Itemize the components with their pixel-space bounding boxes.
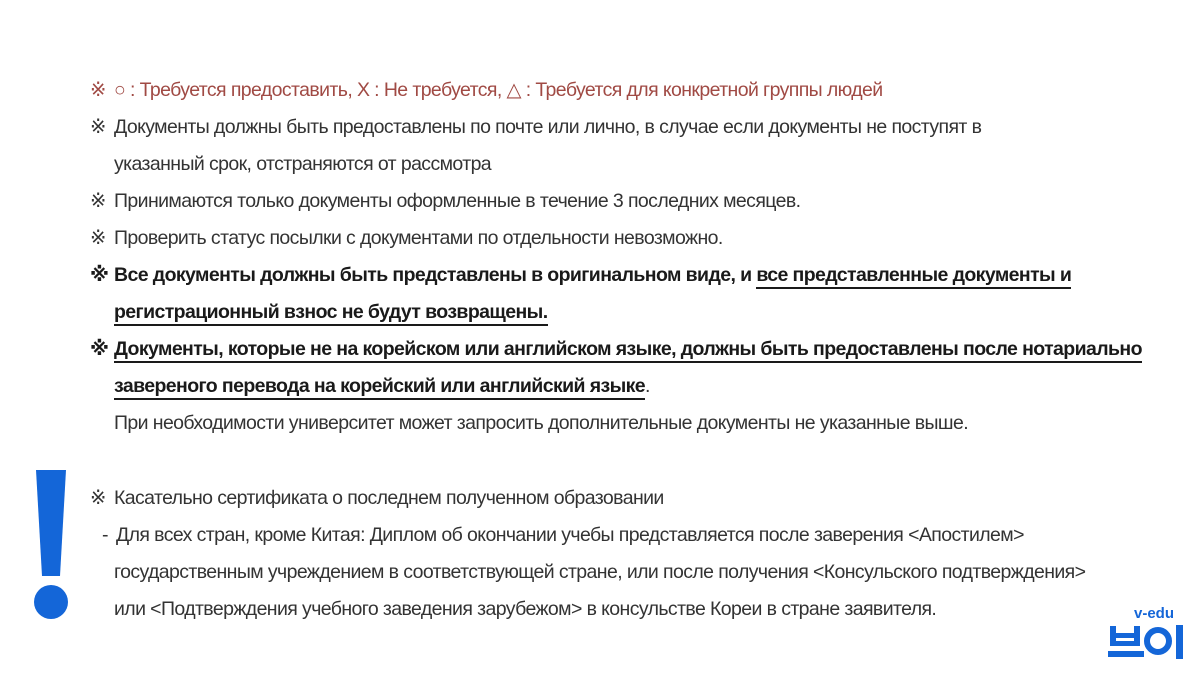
certificate-heading [90, 480, 1150, 517]
note-marker: ※ [90, 487, 106, 509]
translation-text-2: завереного перевода на корейский или английский языке [114, 375, 645, 400]
logo-mark-icon [1108, 623, 1186, 661]
note-marker: ※ [90, 264, 109, 286]
note-marker: ※ [90, 227, 106, 249]
certificate-line-2 [90, 554, 1150, 591]
spacer [90, 442, 1150, 480]
certificate-text-3: или <Подтверждения учебного заведения зарубежом> в консульстве Кореи в стране заявителя. [114, 598, 937, 620]
mail-note-text-2: указанный срок, отстраняются от рассмотра [114, 153, 492, 175]
certificate-line-3 [90, 591, 1150, 628]
originals-note [90, 257, 1150, 294]
mail-note-continuation [90, 146, 1150, 183]
translation-note-continuation [90, 368, 1150, 405]
originals-text-2-underlined: все представленные документы и [756, 264, 1071, 289]
note-marker: ※ [90, 79, 106, 101]
originals-text-1: Все документы должны быть представлены в оригинальном виде, и [114, 264, 757, 286]
note-marker: ※ [90, 116, 106, 138]
originals-note-continuation [90, 294, 1150, 331]
dash-marker: - [102, 524, 108, 546]
originals-text-3-underlined: регистрационный взнос не будут возвращены. [114, 301, 548, 326]
three-months-text: Принимаются только документы оформленные в течение 3 последних месяцев. [114, 190, 801, 212]
certificate-heading-text: Касательно сертификата о последнем полученном образовании [114, 487, 664, 509]
certificate-text-2: государственным учреждением в соответствующей стране, или после получения <Консульского подтверждения> [114, 561, 1086, 583]
legend-text: ○ : Требуется предоставить, X : Не требуется, △ : Требуется для конкретной группы людей [114, 79, 883, 101]
exclamation-icon [22, 466, 82, 621]
note-marker: ※ [90, 190, 106, 212]
status-note [90, 220, 1150, 257]
exclamation-dot [34, 585, 68, 619]
logo-text: v-edu [1134, 605, 1175, 622]
note-marker: ※ [90, 338, 109, 360]
mail-note [90, 109, 1150, 146]
translation-note [90, 331, 1150, 368]
translation-period: . [645, 375, 650, 397]
additional-text: При необходимости университет может запросить дополнительные документы не указанные выше. [114, 412, 969, 434]
translation-text-1: Документы, которые не на корейском или английском языке, должны быть предоставлены после нотариально [114, 338, 1142, 363]
status-text: Проверить статус посылки с документами по отдельности невозможно. [114, 227, 723, 249]
vedu-logo [1108, 605, 1186, 661]
notes-list [90, 72, 1150, 628]
three-months-note [90, 183, 1150, 220]
mail-note-text: Документы должны быть предоставлены по почте или лично, в случае если документы не поступят в [114, 116, 982, 138]
certificate-text-1: Для всех стран, кроме Китая: Диплом об окончании учебы представляется после заверения <Апостилем> [116, 524, 1024, 546]
certificate-line-1 [90, 517, 1150, 554]
exclamation-bar [36, 470, 66, 576]
additional-note [90, 405, 1150, 442]
legend-note [90, 72, 1150, 109]
